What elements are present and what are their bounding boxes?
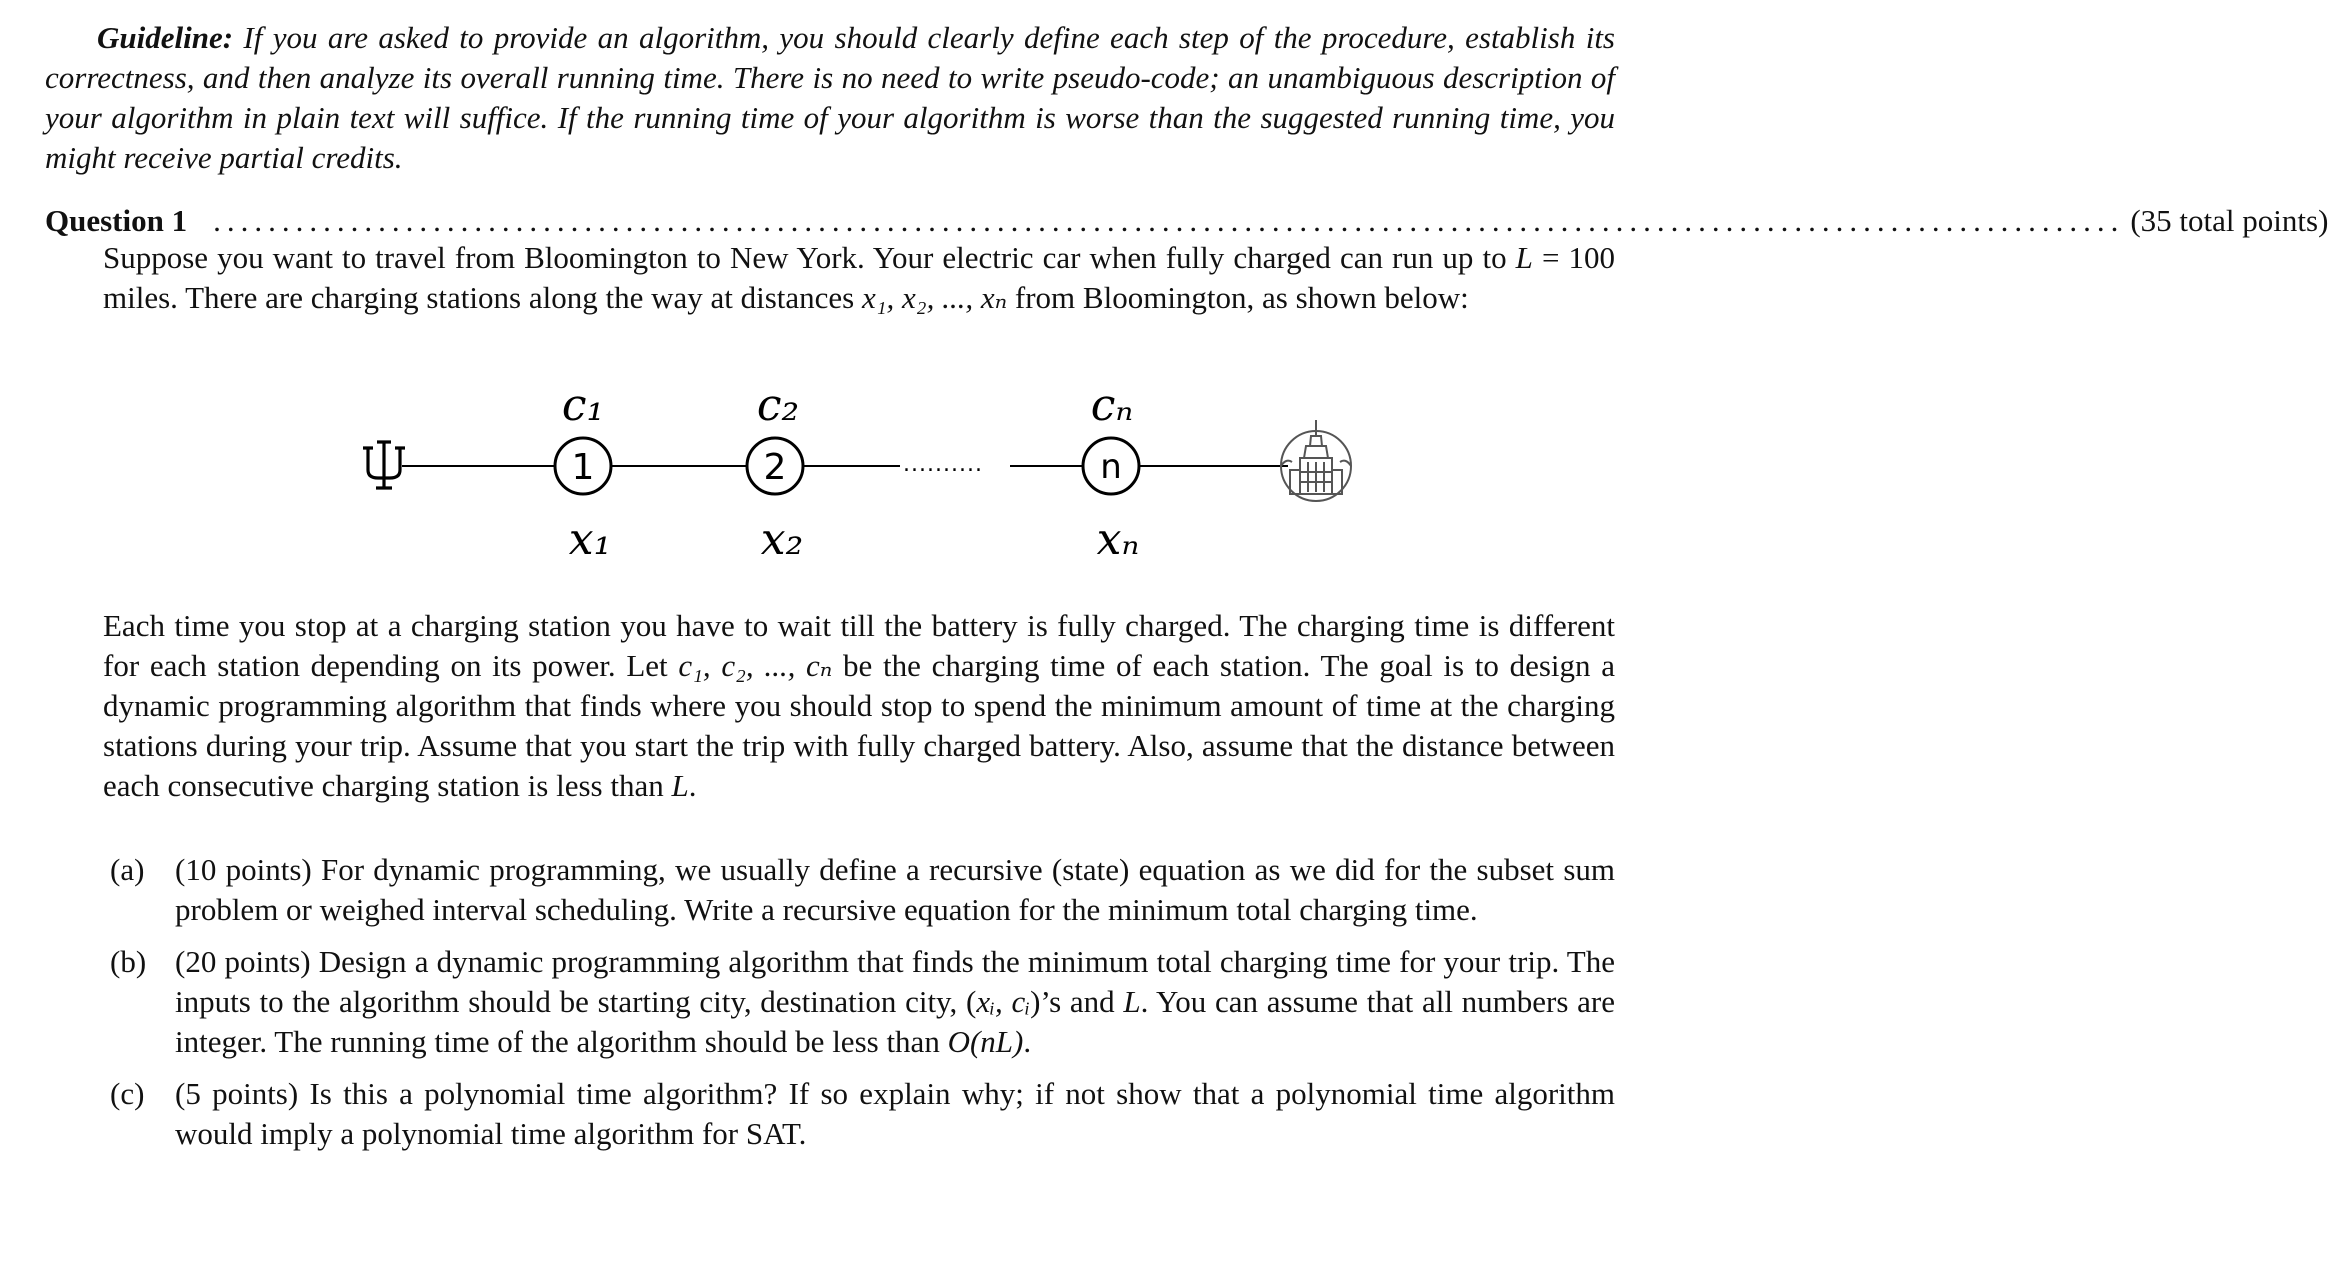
guideline-text: If you are asked to provide an algorithm, you should clearly define each step of the procedure, establish its correctness, and then analyze its overall running time. There is no need to write pseudo-code; an unambiguous description of your algorithm in plain text will suffice. If the running time of your algorithm is worse than the suggested running time, you might receive partial credits. [45, 20, 1615, 175]
part-text: (10 points) For dynamic programming, we usually define a recursive (state) equation as we did for the subset sum problem or weighed interval scheduling. Write a recursive equation for the minimum total charging time. [175, 852, 1615, 927]
part-math: L [1123, 984, 1141, 1019]
charging-station-node [555, 380, 611, 565]
part-label: (c) [110, 1076, 145, 1111]
part-text: . You can assume that all numbers are integer. The running time of the algorithm should be less than [175, 984, 1616, 1059]
part-text: )’s and [1030, 984, 1124, 1019]
question-parts-list [110, 850, 1615, 1166]
body-text-2: be the charging time of each station. The goal is to design a dynamic programming algorithm that finds where you should stop to spend the minimum amount of time at the charging stations during your trip. Assume that you start the trip with fully charged battery. Also, assume that the distance between each consecutive charging station is less than [103, 648, 1615, 803]
body-text-3: . [688, 768, 697, 803]
station-distance-label: x₂ [760, 514, 804, 565]
station-distance-label: x₁ [568, 514, 612, 565]
station-number: 2 [763, 447, 787, 488]
guideline-paragraph [45, 18, 1615, 178]
question-intro [103, 238, 1615, 318]
leader-dots: ........................................................................................................................................... [213, 203, 2125, 238]
station-distance-label: xₙ [1096, 514, 1140, 565]
station-number: 1 [571, 447, 595, 488]
intro-math-L: L [1515, 240, 1533, 275]
body-math-cs: c₁, c₂, ..., cₙ [678, 648, 833, 683]
station-charge-label: c₁ [561, 380, 605, 431]
part-math: xᵢ, cᵢ [976, 984, 1031, 1019]
intro-text-1: Suppose you want to travel from Bloomington to New York. Your electric car when fully charged can run up to [103, 240, 1516, 275]
part-b [110, 942, 1615, 1062]
question-points: (35 total points) [2130, 203, 2328, 238]
part-math: O(nL) [947, 1024, 1024, 1059]
intro-text-eq: = 100 miles. There are charging stations along the way at distances [103, 240, 1615, 315]
station-number: n [1100, 447, 1122, 487]
charging-station-node [1083, 380, 1139, 565]
part-label: (a) [110, 852, 145, 887]
part-c [110, 1074, 1615, 1154]
new-york-skyline-icon [1281, 420, 1351, 501]
part-text: . [1023, 1024, 1032, 1059]
part-text: (20 points) Design a dynamic programming algorithm that finds the minimum total charging time for your trip. The inputs to the algorithm should be starting city, destination city, ( [175, 944, 1615, 1019]
intro-math-xs: x₁, x₂, ..., xₙ [862, 280, 1008, 315]
part-a [110, 850, 1615, 930]
route-gap-dots: .......... [903, 452, 983, 477]
guideline-label: Guideline: [97, 20, 234, 55]
station-charge-label: c₂ [756, 380, 800, 431]
question-header [45, 203, 2328, 243]
route-diagram [0, 378, 1627, 578]
question-title: Question 1 [45, 203, 188, 238]
indiana-university-logo-icon [363, 442, 405, 488]
body-text-1: Each time you stop at a charging station you have to wait till the battery is fully charged. The charging time is different for each station depending on its power. Let [103, 608, 1615, 683]
charging-station-node [747, 380, 803, 565]
body-math-L: L [671, 768, 689, 803]
intro-text-2: from Bloomington, as shown below: [1007, 280, 1469, 315]
question-body [103, 606, 1615, 806]
station-charge-label: cₙ [1090, 380, 1134, 431]
part-label: (b) [110, 944, 147, 979]
part-text: (5 points) Is this a polynomial time algorithm? If so explain why; if not show that a polynomial time algorithm would imply a polynomial time algorithm for SAT. [175, 1076, 1615, 1151]
